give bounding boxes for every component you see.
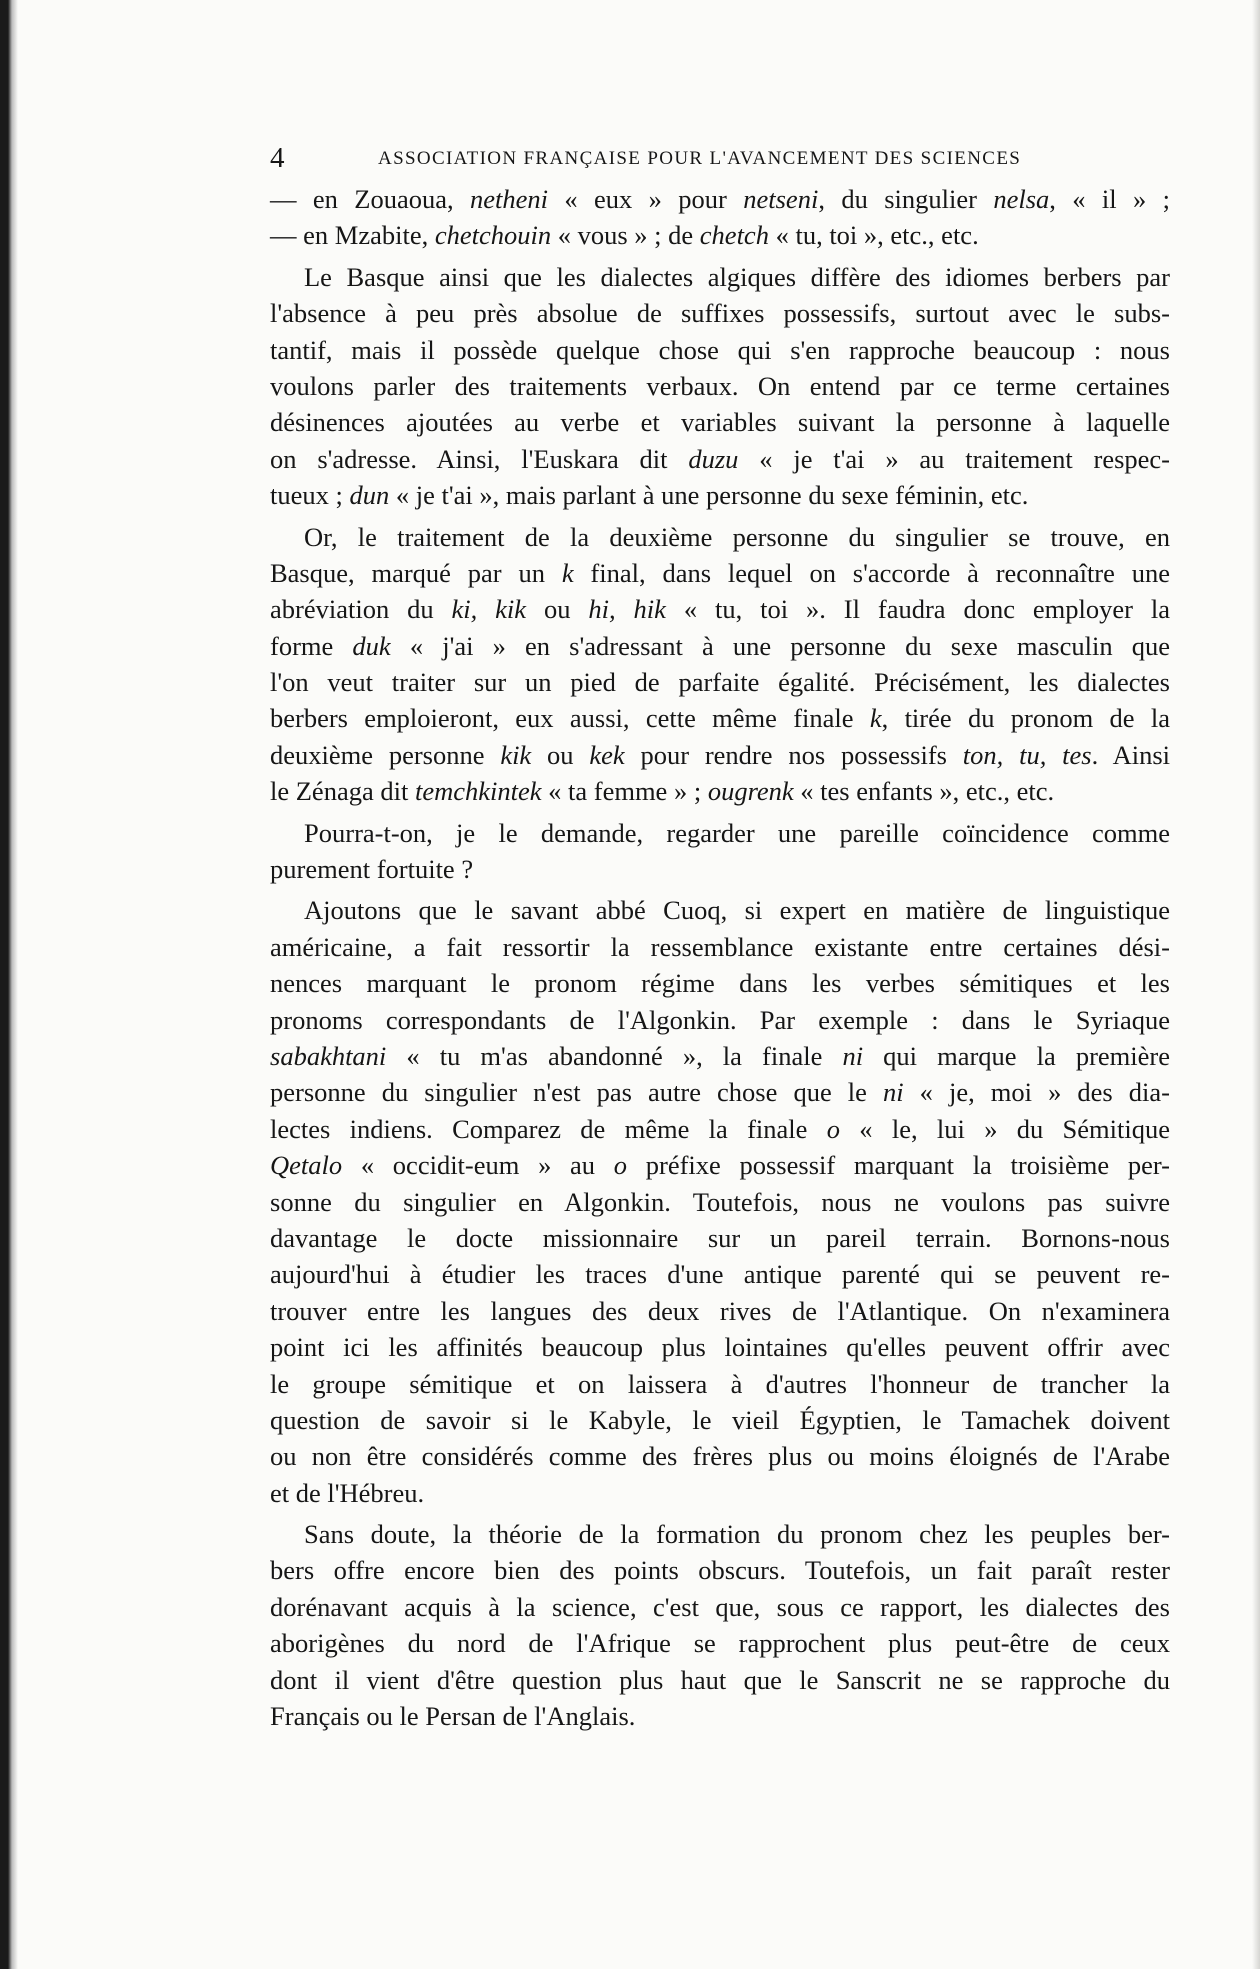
text-run: « le, lui » du Sémitique bbox=[840, 1113, 1171, 1144]
text-run: — en Zouaoua, bbox=[270, 184, 470, 214]
text-line bbox=[270, 1074, 1170, 1110]
text-line bbox=[270, 1184, 1170, 1220]
italic-term: netheni bbox=[470, 184, 548, 214]
text-run: « tu, toi ». Il faudra donc employer la bbox=[665, 594, 1170, 625]
text-run: ou bbox=[531, 739, 590, 770]
italic-term: kik bbox=[500, 739, 532, 770]
italic-term: ki, kik bbox=[451, 594, 527, 625]
text-run: . Ainsi bbox=[1091, 739, 1170, 770]
text-run: « ta femme » ; bbox=[541, 776, 708, 807]
text-run: Ajoutons que le savant abbé Cuoq, si expert en matière de linguistique bbox=[304, 895, 1170, 926]
text-line bbox=[270, 1147, 1170, 1183]
text-run: désinences ajoutées au verbe et variables suivant la personne à laquelle bbox=[270, 407, 1170, 438]
italic-term: duzu bbox=[688, 443, 739, 474]
text-line bbox=[270, 1256, 1170, 1292]
text-line bbox=[270, 519, 1170, 555]
text-run: final, dans lequel on s'accorde à reconnaître une bbox=[573, 557, 1170, 588]
text-run: deuxième personne bbox=[270, 739, 501, 770]
italic-term: k bbox=[869, 703, 882, 734]
text-line bbox=[270, 1516, 1170, 1552]
text-run: « vous » ; de bbox=[551, 220, 700, 251]
text-line bbox=[270, 628, 1170, 664]
italic-term: ton, tu, tes bbox=[962, 739, 1092, 770]
scan-edge bbox=[0, 0, 18, 1969]
text-line bbox=[270, 773, 1170, 809]
text-run: l'on veut traiter sur un pied de parfaite égalité. Précisément, les dialectes bbox=[270, 667, 1170, 698]
text-run: Sans doute, la théorie de la formation du pronom chez les peuples ber- bbox=[304, 1519, 1170, 1550]
text-run: qui marque la première bbox=[863, 1040, 1171, 1071]
text-run: « eux » pour bbox=[548, 184, 744, 214]
text-run: ou bbox=[526, 594, 589, 625]
text-line bbox=[270, 217, 1170, 253]
text-run: aujourd'hui à étudier les traces d'une antique parenté qui se peuvent re- bbox=[270, 1259, 1170, 1290]
text-line bbox=[270, 815, 1170, 851]
text-run: point ici les affinités beaucoup plus lointaines qu'elles peuvent offrir avec bbox=[270, 1332, 1170, 1363]
text-line bbox=[270, 591, 1170, 627]
italic-term: nelsa bbox=[993, 184, 1050, 214]
text-run: « occidit-eum » au bbox=[342, 1150, 614, 1181]
text-line bbox=[270, 1698, 1170, 1734]
text-line bbox=[270, 1475, 1170, 1511]
italic-term: hi, hik bbox=[588, 594, 666, 625]
text-run: « je, moi » des dia- bbox=[903, 1077, 1171, 1108]
text-line bbox=[270, 368, 1170, 404]
italic-term: sabakhtani bbox=[270, 1040, 387, 1071]
text-run: forme bbox=[270, 630, 353, 661]
text-run: , du singulier bbox=[818, 184, 994, 214]
text-run: bers offre encore bien des points obscurs. Toutefois, un fait paraît rester bbox=[270, 1555, 1170, 1586]
running-title: ASSOCIATION FRANÇAISE POUR L'AVANCEMENT DES SCIENCES bbox=[378, 148, 1022, 169]
italic-term: ni bbox=[842, 1040, 864, 1071]
text-run: tantif, mais il possède quelque chose qui s'en rapproche beaucoup : nous bbox=[270, 334, 1170, 365]
text-line bbox=[270, 737, 1170, 773]
text-run: sonne du singulier en Algonkin. Toutefois, nous ne voulons pas suivre bbox=[270, 1186, 1170, 1217]
text-run: et de l'Hébreu. bbox=[270, 1477, 425, 1508]
text-run: trouver entre les langues des deux rives de l'Atlantique. On n'examinera bbox=[270, 1295, 1170, 1326]
text-run: dont il vient d'être question plus haut que le Sanscrit ne se rapproche du bbox=[270, 1664, 1170, 1695]
text-run: personne du singulier n'est pas autre chose que le bbox=[270, 1077, 883, 1108]
italic-term: o bbox=[826, 1113, 840, 1144]
text-run: « tu, toi », etc., etc. bbox=[768, 220, 979, 251]
text-line bbox=[270, 332, 1170, 368]
text-run: « j'ai » en s'adressant à une personne du sexe masculin que bbox=[390, 630, 1170, 661]
text-line bbox=[270, 441, 1170, 477]
text-line bbox=[270, 965, 1170, 1001]
italic-term: ougrenk bbox=[707, 776, 794, 807]
body-text bbox=[270, 181, 1170, 1734]
text-run: préfixe possessif marquant la troisième per- bbox=[627, 1150, 1170, 1181]
text-run: — en Mzabite, bbox=[270, 220, 435, 251]
text-run: purement fortuite ? bbox=[270, 854, 474, 885]
page-number: 4 bbox=[270, 142, 285, 174]
text-line bbox=[270, 1366, 1170, 1402]
italic-term: Qetalo bbox=[270, 1150, 343, 1181]
italic-term: dun bbox=[349, 480, 390, 511]
text-run: lectes indiens. Comparez de même la finale bbox=[270, 1113, 827, 1144]
text-line bbox=[270, 664, 1170, 700]
text-run: le Zénaga dit bbox=[270, 776, 415, 807]
text-line bbox=[270, 1402, 1170, 1438]
italic-term: netseni bbox=[743, 184, 819, 214]
text-run: l'absence à peu près absolue de suffixes possessifs, surtout avec le subs- bbox=[270, 298, 1170, 329]
text-run: voulons parler des traitements verbaux. On entend par ce terme certaines bbox=[270, 370, 1170, 401]
text-line bbox=[270, 851, 1170, 887]
text-line bbox=[270, 700, 1170, 736]
italic-term: temchkintek bbox=[414, 776, 542, 807]
text-run: Pourra-t-on, je le demande, regarder une pareille coïncidence comme bbox=[304, 817, 1170, 848]
text-line bbox=[270, 1589, 1170, 1625]
text-line bbox=[270, 929, 1170, 965]
text-line bbox=[270, 404, 1170, 440]
text-run: « je t'ai » au traitement respec- bbox=[738, 443, 1170, 474]
text-line bbox=[270, 1329, 1170, 1365]
text-run: pour rendre nos possessifs bbox=[624, 739, 963, 770]
text-run: ou non être considérés comme des frères plus ou moins éloignés de l'Arabe bbox=[270, 1441, 1170, 1472]
text-run: pronoms correspondants de l'Algonkin. Par exemple : dans le Syriaque bbox=[270, 1004, 1170, 1035]
italic-term: o bbox=[613, 1150, 628, 1181]
text-run: davantage le docte missionnaire sur un pareil terrain. Bornons-nous bbox=[270, 1222, 1170, 1253]
italic-term: kek bbox=[589, 739, 625, 770]
text-run: dorénavant acquis à la science, c'est que, sous ce rapport, les dialectes des bbox=[270, 1591, 1170, 1622]
text-run: américaine, a fait ressortir la ressemblance existante entre certaines dési- bbox=[270, 931, 1170, 962]
text-run: nences marquant le pronom régime dans les verbes sémitiques et les bbox=[270, 968, 1170, 999]
italic-term: duk bbox=[352, 630, 391, 661]
text-run: « je t'ai », mais parlant à une personne du sexe féminin, etc. bbox=[389, 480, 1029, 511]
italic-term: ni bbox=[882, 1077, 904, 1108]
text-run: berbers emploieront, eux aussi, cette même finale bbox=[270, 703, 870, 734]
text-run: , tirée du pronom de la bbox=[881, 703, 1170, 734]
text-line bbox=[270, 1552, 1170, 1588]
text-line bbox=[270, 892, 1170, 928]
text-run: « tes enfants », etc., etc. bbox=[793, 776, 1055, 807]
text-line bbox=[270, 1038, 1170, 1074]
text-line bbox=[270, 1438, 1170, 1474]
italic-term: chetchouin bbox=[434, 220, 552, 251]
text-line bbox=[270, 1220, 1170, 1256]
text-run: Français ou le Persan de l'Anglais. bbox=[270, 1701, 636, 1732]
text-run: tueux ; bbox=[270, 480, 350, 511]
text-run: abréviation du bbox=[270, 594, 452, 625]
text-line bbox=[270, 295, 1170, 331]
italic-term: chetch bbox=[699, 220, 769, 251]
scan-edge bbox=[1252, 0, 1260, 1969]
text-run: Basque, marqué par un bbox=[270, 557, 562, 588]
text-line bbox=[270, 1662, 1170, 1698]
text-run: , « il » ; bbox=[1049, 184, 1170, 214]
text-line bbox=[270, 555, 1170, 591]
page-header bbox=[270, 140, 1190, 180]
text-run: « tu m'as abandonné », la finale bbox=[386, 1040, 843, 1071]
italic-term: k bbox=[561, 557, 574, 588]
text-line bbox=[270, 1002, 1170, 1038]
text-run: Le Basque ainsi que les dialectes algiques diffère des idiomes berbers par bbox=[304, 261, 1170, 292]
text-line bbox=[270, 1293, 1170, 1329]
text-run: Or, le traitement de la deuxième personne du singulier se trouve, en bbox=[304, 521, 1170, 552]
text-line bbox=[270, 477, 1170, 513]
text-run: aborigènes du nord de l'Afrique se rapprochent plus peut-être de ceux bbox=[270, 1628, 1170, 1659]
text-run: question de savoir si le Kabyle, le vieil Égyptien, le Tamachek doivent bbox=[270, 1404, 1170, 1435]
text-line bbox=[270, 1625, 1170, 1661]
text-run: on s'adresse. Ainsi, l'Euskara dit bbox=[270, 443, 689, 474]
text-line bbox=[270, 1111, 1170, 1147]
text-line bbox=[270, 259, 1170, 295]
text-run: le groupe sémitique et on laissera à d'autres l'honneur de trancher la bbox=[270, 1368, 1170, 1399]
text-line bbox=[270, 181, 1170, 217]
